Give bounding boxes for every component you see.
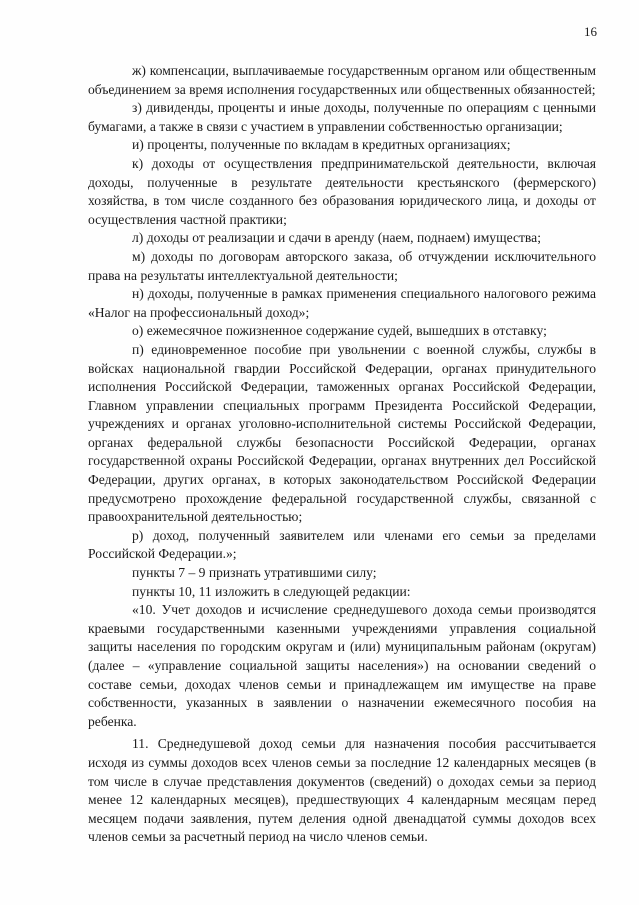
paragraph-l: л) доходы от реализации и сдачи в аренду (наем, поднаем) имущества;	[132, 230, 541, 246]
paragraph-z: з) дивиденды, проценты и иные доходы, полученные по операциям с ценными бумагами, а также в связи с участием в управлении собственностью организации;	[88, 100, 596, 134]
paragraph-points-7-9: пункты 7 – 9 признать утратившими силу;	[132, 565, 377, 581]
paragraph-item-11: 11. Среднедушевой доход семьи для назначения пособия рассчитывается исходя из суммы доходов всех членов семьи за последние 12 календарных месяцев (в том числе в случае представления документов (сведений) о доходах семьи за период менее 12 календарных месяцев), предшествующих 4 календарным месяцам перед месяцем подачи заявления, путем деления одной двенадцатой суммы доходов всех членов семьи за расчетный период на число членов семьи.	[88, 736, 596, 845]
paragraph-n: н) доходы, полученные в рамках применения специального налогового режима «Налог на профессиональный доход»;	[88, 286, 596, 320]
paragraph-m: м) доходы по договорам авторского заказа, об отчуждении исключительного права на результаты интеллектуальной деятельности;	[88, 248, 596, 283]
document-body	[88, 62, 596, 847]
paragraph-p: п) единовременное пособие при увольнении с военной службы, службы в войсках национальной гвардии Российской Федерации, органах принудительного исполнения Российской Федерации, таможенных органах Российской Федерации, Главном управлении специальных программ Президента Российской Федерации, учреждениях и органах уголовно-исполнительной системы Российской Федерации, органах федеральной службы безопасности Российской Федерации, органах государственной охраны Российской Федерации, органах внутренних дел Российской Федерации, других органах, в которых законодательством Российской Федерации предусмотрено прохождение федеральной государственной службы, связанной с правоохранительной деятельностью;	[88, 341, 596, 525]
paragraph-points-10-11: пункты 10, 11 изложить в следующей редакции:	[132, 583, 411, 599]
page-number: 16	[584, 24, 597, 39]
paragraph-i: и) проценты, полученные по вкладам в кредитных организациях;	[132, 137, 511, 153]
paragraph-item-10: «10. Учет доходов и исчисление среднедушевого дохода семьи производятся краевыми государственными казенными учреждениями управления социальной защиты населения по городским округам и (или) муниципальным районам (округам) (далее – «управление социальной защиты населения») на основании сведений о составе семьи, доходах членов семьи и принадлежащем им имуществе на праве собственности, указанных в заявлении о назначении ежемесячного пособия на ребенка.	[88, 602, 596, 729]
paragraph-k: к) доходы от осуществления предпринимательской деятельности, включая доходы, полученные в результате деятельности крестьянского (фермерского) хозяйства, в том числе созданного без образования юридического лица, и доходы от осуществления частной практики;	[88, 155, 596, 227]
paragraph-r: р) доход, полученный заявителем или членами его семьи за пределами Российской Федерации.»;	[88, 527, 596, 562]
paragraph-zh: ж) компенсации, выплачиваемые государственным органом или общественным объединением за время исполнения государственных или общественных обязанностей;	[88, 63, 596, 97]
paragraph-o: о) ежемесячное пожизненное содержание судей, вышедших в отставку;	[132, 323, 547, 339]
